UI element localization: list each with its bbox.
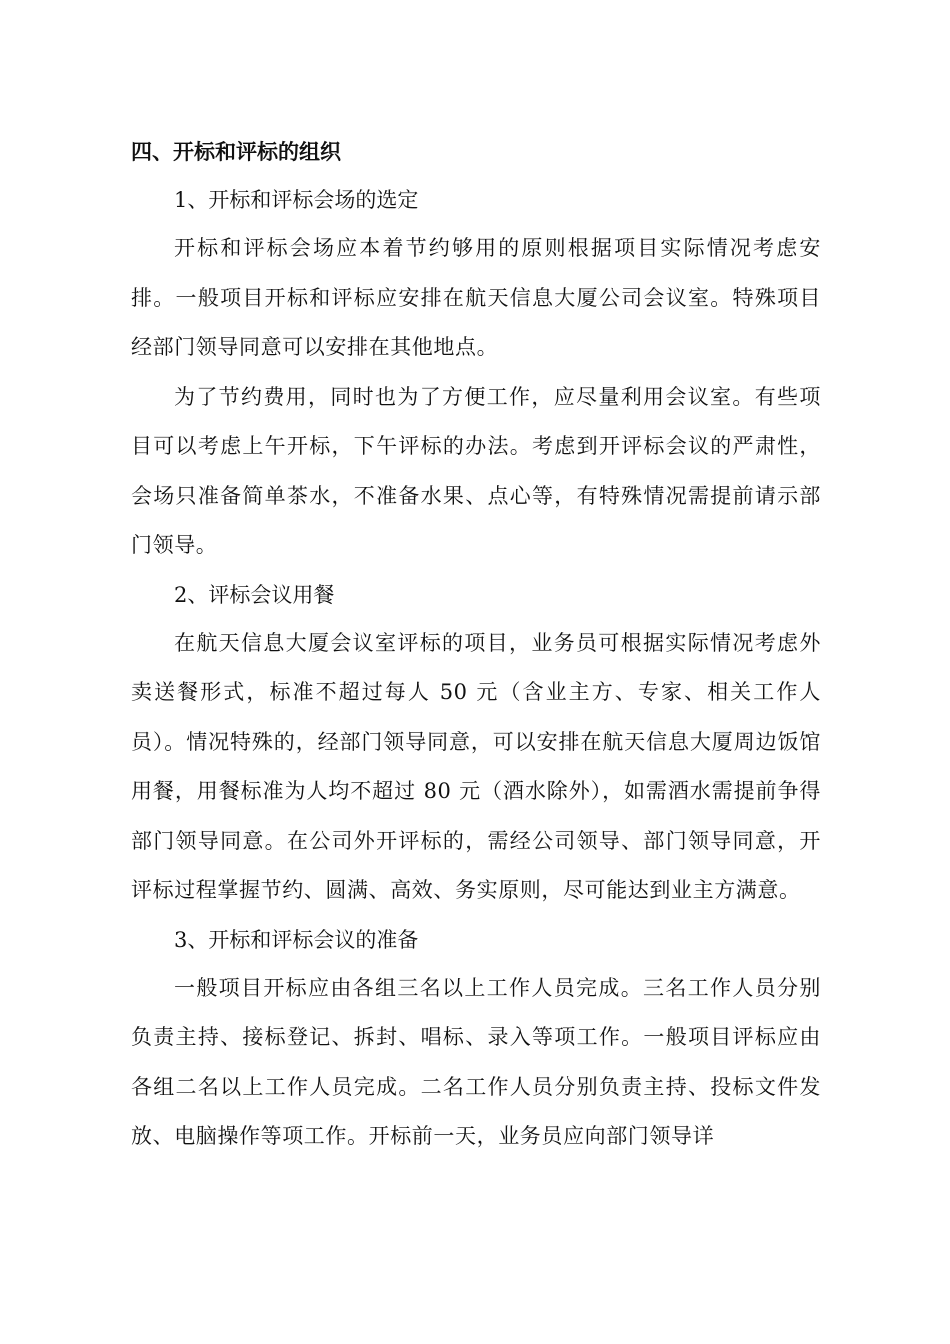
- subsection-venue: [131, 176, 821, 571]
- paragraph: 为了节约费用，同时也为了方便工作，应尽量利用会议室。有些项目可以考虑上午开标，下午评标的办法。考虑到开评标会议的严肃性，会场只准备简单茶水，不准备水果、点心等，有特殊情况需提前请示部门领导。: [131, 384, 821, 557]
- paragraph: 开标和评标会场应本着节约够用的原则根据项目实际情况考虑安排。一般项目开标和评标应安排在航天信息大厦公司会议室。特殊项目经部门领导同意可以安排在其他地点。: [131, 236, 821, 359]
- subsection-preparation: [131, 916, 821, 1162]
- subsection-meals: [131, 571, 821, 916]
- subsection-heading: 2、评标会议用餐: [174, 582, 335, 607]
- subsection-heading: 3、开标和评标会议的准备: [174, 927, 419, 952]
- section-title: 四、开标和评标的组织: [131, 140, 341, 164]
- paragraph: 在航天信息大厦会议室评标的项目，业务员可根据实际情况考虑外卖送餐形式，标准不超过每人 50 元（含业主方、专家、相关工作人员）。情况特殊的，经部门领导同意，可以安排在航天信息大厦周边饭馆用餐，用餐标准为人均不超过 80 元（酒水除外），如需酒水需提前争得部门领导同意。在公司外开评标的，需经公司领导、部门领导同意，开评标过程掌握节约、圆满、高效、务实原则，尽可能达到业主方满意。: [131, 630, 821, 902]
- document-body: [131, 128, 821, 1162]
- subsection-heading: 1、开标和评标会场的选定: [174, 188, 419, 212]
- paragraph: 一般项目开标应由各组三名以上工作人员完成。三名工作人员分别负责主持、接标登记、拆封、唱标、录入等项工作。一般项目评标应由各组二名以上工作人员完成。二名工作人员分别负责主持、投标文件发放、电脑操作等项工作。开标前一天，业务员应向部门领导详: [131, 975, 821, 1148]
